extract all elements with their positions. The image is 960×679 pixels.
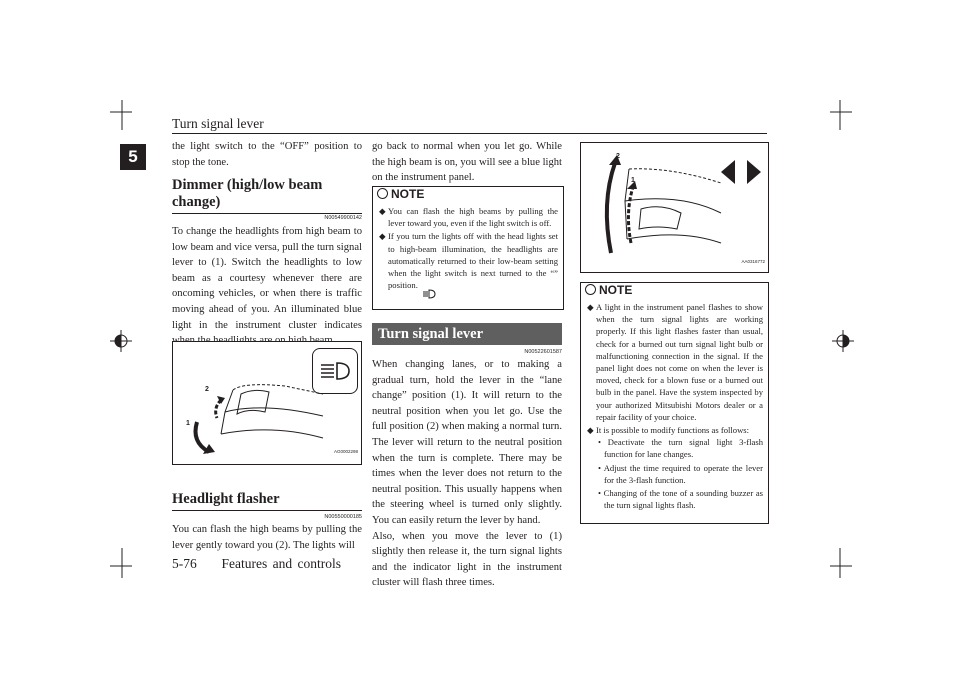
note-wrench-icon — [377, 188, 388, 199]
turn-signal-section-title: Turn signal lever — [372, 323, 562, 345]
note-sub-list — [596, 436, 763, 511]
flasher-section-title: Headlight flasher — [172, 491, 362, 511]
note-item: ◆ If you turn the lights off with the head lights set to high-beam illumination, the headlights are automatically returned to their low-beam setting when the light switch is next turned to the “” position. — [379, 231, 558, 291]
turn-signal-arrows-icon — [721, 159, 761, 185]
note-list — [379, 205, 558, 292]
intro-text: the light switch to the “OFF” position to stop the tone. — [172, 141, 362, 168]
figure-code: AA0316772 — [741, 259, 765, 264]
figure-label-1: 1 — [631, 177, 635, 184]
turn-signal-section-code: N00522601587 — [524, 349, 562, 355]
note-item: ◆ You can flash the high beams by pulling the lever toward you, even if the light switch is off. — [379, 206, 558, 229]
crop-mark-icon — [110, 538, 140, 578]
chapter-name: Features and controls — [221, 556, 341, 571]
note-box-2 — [580, 282, 769, 524]
header-rule — [172, 133, 767, 134]
flasher-section-code: N00550000185 — [324, 514, 362, 520]
note-sub-item: • Adjust the time required to operate the lever for the 3-flash function. — [598, 462, 763, 485]
page-footer — [172, 556, 341, 572]
turn-signal-figure — [580, 142, 769, 273]
turn-signal-body: When changing lanes, or to making a gradual turn, hold the lever in the “lane change” position (1). It will return to the neutral position when you let go. Use the full position (2) when making a normal turn. The lever will return to the neutral position when the turn is complete. There may be times when the lever does not return to the neutral position. This usually happens when the steering wheel is turned only slightly. You can easily return the lever by hand. Also, when you move the lever to (1) slightly then release it, the turn signal lights and the indicator light in the instrument cluster will flash three times. — [372, 359, 562, 589]
dimmer-section-code: N00549900142 — [324, 215, 362, 221]
figure-label-2: 2 — [205, 386, 209, 393]
note-item: ◆ It is possible to modify functions as follows: • Deactivate the turn signal light 3-flash function for lane changes. • Adjust the time required to operate the lever for the 3-flash function. • Changing of the tone of a sounding buzzer as the turn signal lights flash. — [587, 425, 763, 511]
note-heading: NOTE — [377, 188, 424, 200]
registration-mark-icon — [110, 330, 132, 352]
note-sub-item: • Changing of the tone of a sounding buzzer as the turn signal lights flash. — [598, 488, 763, 511]
note-list — [587, 301, 763, 512]
crop-mark-icon — [822, 538, 852, 578]
flasher-body: You can flash the high beams by pulling the lever gently toward you (2). The lights will — [172, 524, 362, 551]
chapter-tab: 5 — [120, 144, 146, 170]
note-heading: NOTE — [585, 284, 632, 296]
headlight-high-beam-icon — [312, 348, 358, 394]
headlight-switch-icon — [422, 289, 436, 299]
note-wrench-icon — [585, 284, 596, 295]
note-item: ◆ A light in the instrument panel flashes to show when the turn signal lights are working properly. If this light flashes faster than usual, check for a burned out turn signal light bulb or malfunctioning connection in the signal. If the panel light does not come on when the lever is moved, check for a blown fuse or a burned out bulb in the panel. Have the system inspected by your authorized Mitsubishi Motors dealer or a repair facility of your choice. — [587, 302, 763, 422]
registration-mark-icon — [832, 330, 854, 352]
figure-label-1: 1 — [186, 420, 190, 427]
crop-mark-icon — [110, 100, 140, 140]
dimmer-lever-figure — [172, 341, 362, 465]
dimmer-section-title: Dimmer (high/low beam change) — [172, 177, 362, 214]
dimmer-body: To change the headlights from high beam to low beam and vice versa, pull the turn signal lever to (1). Switch the headlights to low beam as a courtesy whenever there are oncoming vehicles, or when there is traffic moving ahead of you. An illuminated blue light in the instrument cluster indicates — [172, 226, 362, 331]
note-sub-item: • Deactivate the turn signal light 3-flash function for lane changes. — [598, 437, 763, 460]
figure-label-2: 2 — [616, 153, 620, 160]
crop-mark-icon — [822, 100, 852, 140]
figure-code: AG0002298 — [333, 449, 358, 454]
continuation-text: go back to normal when you let go. While the high beam is on, you will see a blue light on the instrument panel. — [372, 141, 562, 184]
page-number: 5-76 — [172, 556, 197, 571]
note-box-1 — [372, 186, 564, 310]
running-title: Turn signal lever — [172, 116, 264, 131]
